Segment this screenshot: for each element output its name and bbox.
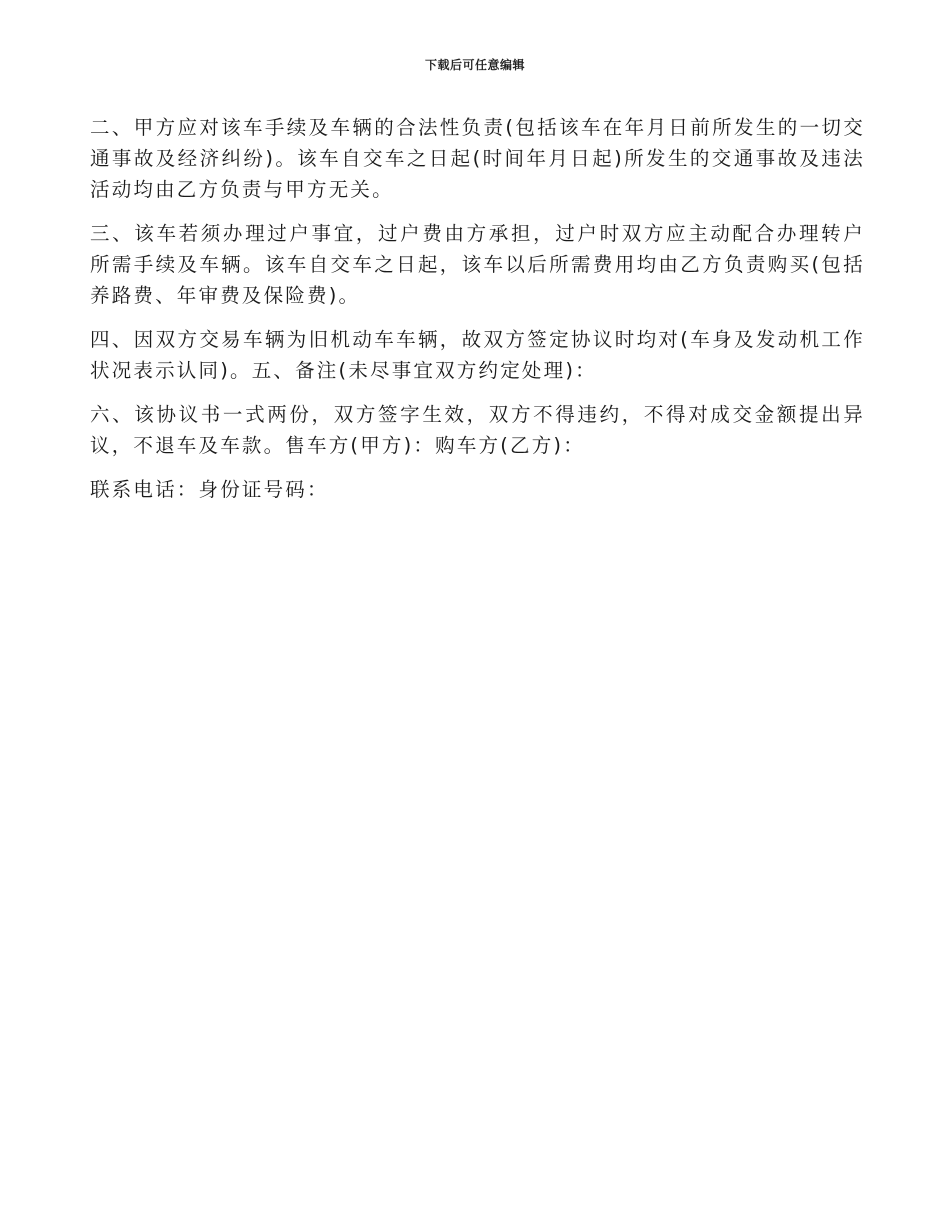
clause-4-5-paragraph: 四、因双方交易车辆为旧机动车车辆，故双方签定协议时均对(车身及发动机工作状况表示认同)。五、备注(未尽事宜双方约定处理)： [90,328,865,382]
clause-3-paragraph: 三、该车若须办理过户事宜，过户费由方承担，过户时双方应主动配合办理转户所需手续及车辆。该车自交车之日起，该车以后所需费用均由乙方负责购买(包括养路费、年审费及保险费)。 [90,222,865,307]
document-body [90,112,865,518]
contact-info-paragraph: 联系电话：身份证号码： [90,478,329,501]
clause-6-paragraph: 六、该协议书一式两份，双方签字生效，双方不得违约，不得对成交金额提出异议，不退车及车款。售车方(甲方)：购车方(乙方)： [90,403,865,457]
page-header: 下载后可任意编辑 [424,58,525,72]
clause-2-paragraph: 二、甲方应对该车手续及车辆的合法性负责(包括该车在年月日前所发生的一切交通事故及经济纠纷)。该车自交车之日起(时间年月日起)所发生的交通事故及违法活动均由乙方负责与甲方无关。 [90,116,865,201]
